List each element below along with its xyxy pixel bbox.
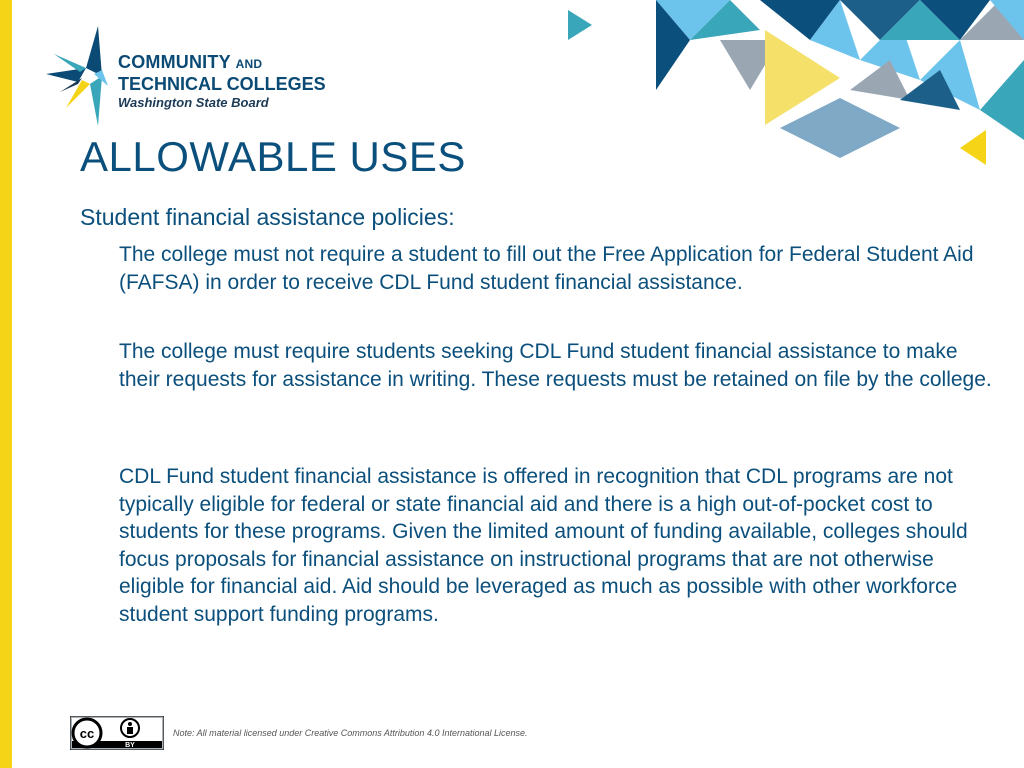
license-note: Note: All material licensed under Creative Commons Attribution 4.0 International License. xyxy=(173,728,528,738)
organization-logo xyxy=(46,26,346,126)
star-burst-icon xyxy=(46,26,108,126)
cc-icon: cc xyxy=(79,726,95,741)
logo-wordmark xyxy=(118,52,326,112)
logo-community: COMMUNITY xyxy=(118,52,231,72)
slide-subtitle: Student financial assistance policies: xyxy=(80,204,455,230)
logo-line-1 xyxy=(118,52,326,74)
policy-paragraph-3: CDL Fund student financial assistance is offered in recognition that CDL programs are not typically eligible for federal or state financial aid and there is a high out-of-pocket cost to students for these programs. Given the limited amount of funding available, colleges should focus proposals for financial assistance on instructional programs that are not otherwise eligible for financial aid. Aid should be leveraged as much as possible with other workforce student support funding programs. xyxy=(119,465,968,626)
policy-paragraph-1: The college must not require a student to fill out the Free Application for Federal Student Aid (FAFSA) in order to receive CDL Fund student financial assistance. xyxy=(119,243,974,294)
creative-commons-badge xyxy=(70,716,164,750)
logo-and: AND xyxy=(235,57,263,71)
by-label: BY xyxy=(125,742,135,749)
slide-title: ALLOWABLE USES xyxy=(80,133,466,180)
left-accent-bar xyxy=(0,0,12,768)
person-icon xyxy=(128,722,132,726)
logo-line-2: TECHNICAL COLLEGES xyxy=(118,74,326,94)
logo-line-3: Washington State Board xyxy=(118,95,269,110)
policy-paragraph-2: The college must require students seeking CDL Fund student financial assistance to make their requests for assistance in writing. These requests must be retained on file by the college. xyxy=(119,340,992,391)
decorative-triangles xyxy=(560,0,1024,180)
